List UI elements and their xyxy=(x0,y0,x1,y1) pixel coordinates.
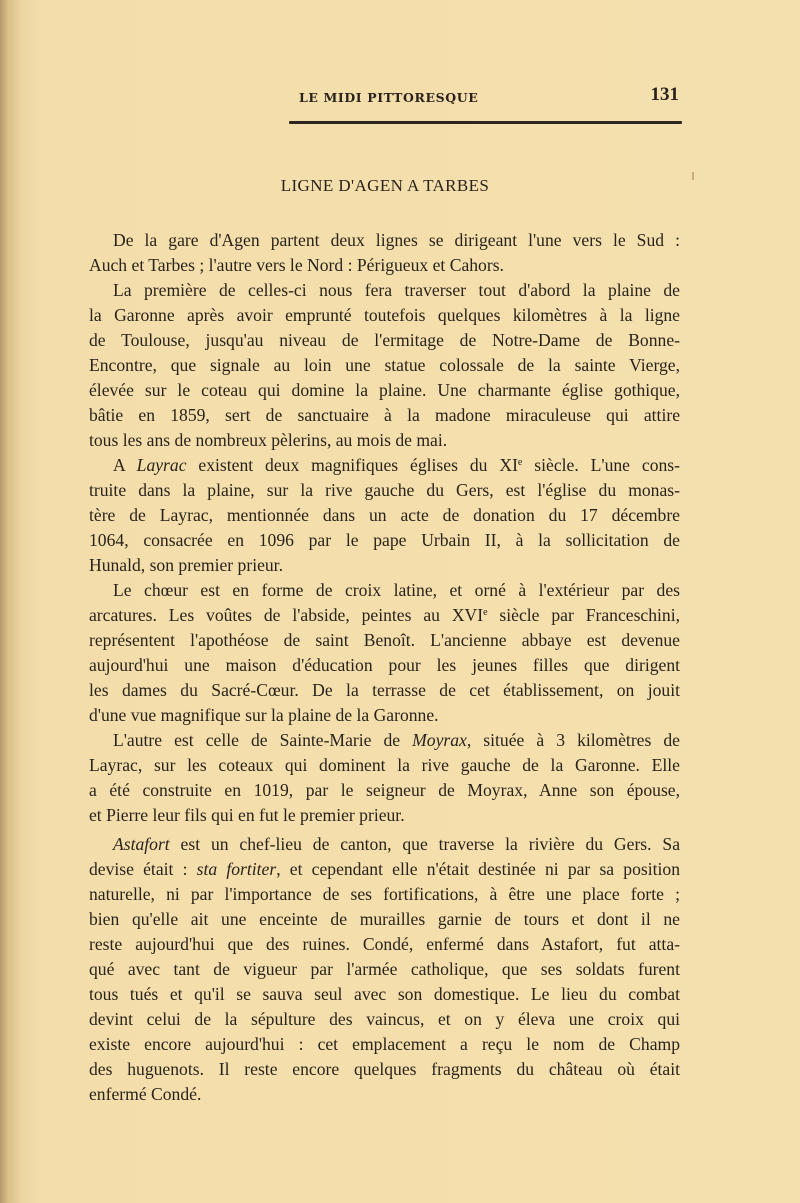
text-line xyxy=(89,453,680,478)
text-line: devint celui de la sépulture des vaincus, et on y éleva une croix qui xyxy=(89,1009,680,1029)
running-title: LE MIDI PITTORESQUE xyxy=(299,90,479,105)
header-rule xyxy=(289,121,682,124)
text-line xyxy=(89,728,680,753)
text-line: bâtie en 1859, sert de sanctuaire à la madone miraculeuse qui attire xyxy=(89,405,680,425)
text-line: existe encore aujourd'hui : cet emplacement a reçu le nom de Champ xyxy=(89,1034,680,1054)
text-line: La première de celles-ci nous fera traverser tout d'abord la plaine de xyxy=(113,280,680,300)
text-line: de Toulouse, jusqu'au niveau de l'ermitage de Notre-Dame de Bonne- xyxy=(89,330,680,350)
text-line: élevée sur le coteau qui domine la plaine. Une charmante église gothique, xyxy=(89,380,680,400)
text-line: enfermé Condé. xyxy=(89,1084,202,1104)
text-line: qué avec tant de vigueur par l'armée catholique, que ses soldats furent xyxy=(89,959,680,979)
text-line: et Pierre leur fils qui en fut le premier prieur. xyxy=(89,805,405,825)
text-run: siècle. L'une cons- xyxy=(522,455,680,475)
text-line: bien qu'elle ait une enceinte de murailles garnie de tours et dont il ne xyxy=(89,909,680,929)
text-line: les dames du Sacré-Cœur. De la terrasse de cet établissement, on jouit xyxy=(89,680,680,700)
text-line: Hunald, son premier prieur. xyxy=(89,555,283,575)
running-head xyxy=(299,84,681,108)
text-line: Auch et Tarbes ; l'autre vers le Nord : Périgueux et Cahors. xyxy=(89,255,504,275)
text-line: tous les ans de nombreux pèlerins, au mois de mai. xyxy=(89,430,448,450)
text-line xyxy=(89,857,680,882)
text-line: Encontre, que signale au loin une statue colossale de la sainte Vierge, xyxy=(89,355,680,375)
text-run: , située à 3 kilomètres de xyxy=(466,730,680,750)
text-line: De la gare d'Agen partent deux lignes se dirigeant l'une vers le Sud : xyxy=(113,230,680,250)
section-title: LIGNE D'AGEN A TARBES xyxy=(280,176,490,195)
paragraph xyxy=(89,832,680,1107)
body-text xyxy=(89,228,680,1107)
text-run: siècle par Franceschini, xyxy=(487,605,680,625)
text-run: est un chef-lieu de canton, que traverse la rivière du Gers. Sa xyxy=(169,834,680,854)
place-name-moyrax: Moyrax xyxy=(412,730,467,750)
text-run: A xyxy=(113,455,137,475)
paragraph xyxy=(89,228,680,278)
text-run: existent deux magnifiques églises du XI xyxy=(186,455,518,475)
page-number: 131 xyxy=(650,84,679,105)
text-line: Le chœur est en forme de croix latine, et orné à l'extérieur par des xyxy=(113,580,680,600)
superscript: e xyxy=(517,457,523,468)
text-line: Layrac, sur les coteaux qui dominent la rive gauche de la Garonne. Elle xyxy=(89,755,680,775)
text-line xyxy=(89,603,680,628)
text-line: aujourd'hui une maison d'éducation pour les jeunes filles que dirigent xyxy=(89,655,680,675)
text-line: truite dans la plaine, sur la rive gauche du Gers, est l'église du monas- xyxy=(89,480,680,500)
text-run: arcatures. Les voûtes de l'abside, peintes au XVI xyxy=(89,605,484,625)
text-line: tère de Layrac, mentionnée dans un acte de donation du 17 décembre xyxy=(89,505,680,525)
text-line: des huguenots. Il reste encore quelques fragments du château où était xyxy=(89,1059,680,1079)
text-line: a été construite en 1019, par le seigneur de Moyrax, Anne son épouse, xyxy=(89,780,680,800)
place-name-layrac: Layrac xyxy=(136,455,187,475)
text-run: , et cependant elle n'était destinée ni par sa position xyxy=(276,859,680,879)
text-line: représentent l'apothéose de saint Benoît. L'ancienne abbaye est devenue xyxy=(89,630,680,650)
place-name-astafort: Astafort xyxy=(113,834,170,854)
paragraph xyxy=(89,278,680,453)
text-line: tous tués et qu'il se sauva seul avec son domestique. Le lieu du combat xyxy=(89,984,680,1004)
superscript: e xyxy=(483,607,488,618)
text-line: d'une vue magnifique sur la plaine de la Garonne. xyxy=(89,705,439,725)
text-line: 1064, consacrée en 1096 par le pape Urbain II, à la sollicitation de xyxy=(89,530,680,550)
paragraph xyxy=(89,578,680,728)
text-line: reste aujourd'hui que des ruines. Condé, enfermé dans Astafort, fut atta- xyxy=(89,934,680,954)
text-line xyxy=(89,832,680,857)
paragraph xyxy=(89,453,680,578)
paragraph xyxy=(89,728,680,828)
text-run: devise était : xyxy=(89,859,197,879)
text-line: naturelle, ni par l'importance de ses fortifications, à être une place forte ; xyxy=(89,884,680,904)
text-line: la Garonne après avoir emprunté toutefois quelques kilomètres à la ligne xyxy=(89,305,680,325)
motto: sta fortiter xyxy=(196,859,277,879)
text-run: L'autre est celle de Sainte-Marie de xyxy=(113,730,413,750)
